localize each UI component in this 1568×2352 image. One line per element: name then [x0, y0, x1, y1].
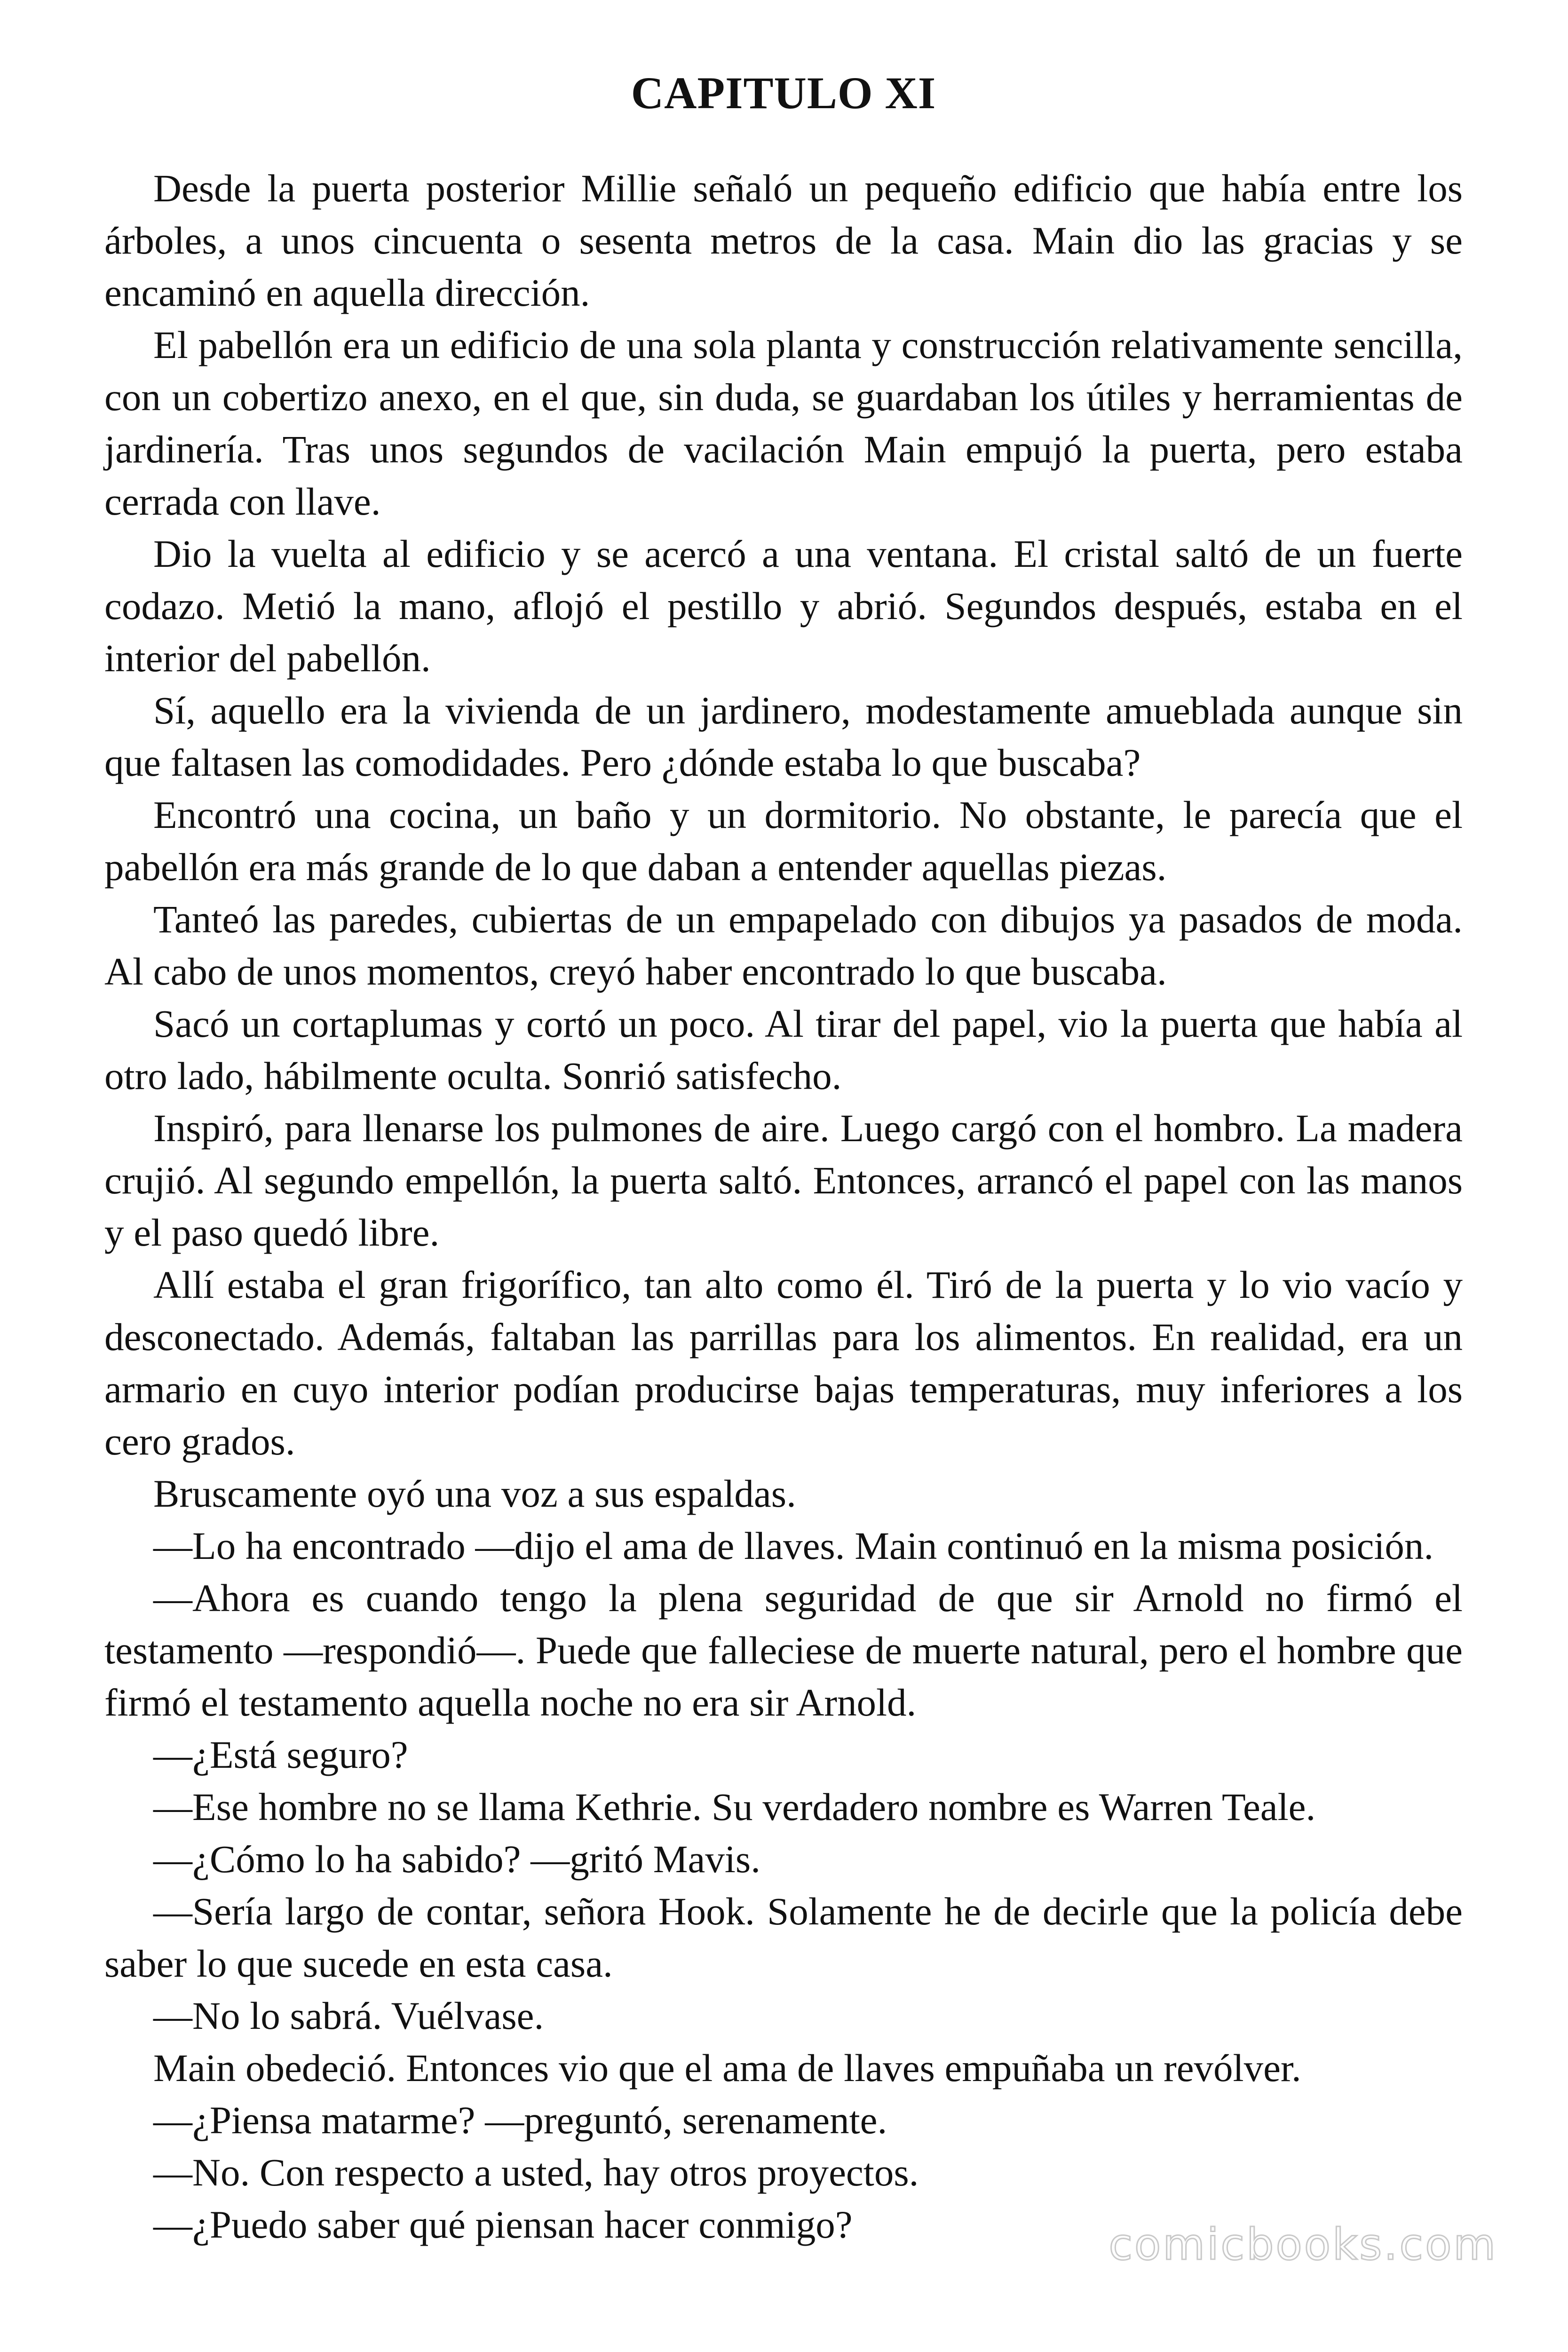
paragraph: Sí, aquello era la vivienda de un jardinero, modestamente amueblada aunque sin que faltasen las comodidades. Pero ¿dónde estaba lo que buscaba? [104, 689, 1463, 785]
paragraph: —¿Está seguro? [153, 1733, 408, 1777]
paragraph: —¿Puedo saber qué piensan hacer conmigo? [153, 2203, 853, 2247]
paragraph: —Sería largo de contar, señora Hook. Solamente he de decirle que la policía debe saber lo que sucede en esta casa. [104, 1890, 1463, 1986]
paragraph: El pabellón era un edificio de una sola planta y construcción relativamente sencilla, con un cobertizo anexo, en el que, sin duda, se guardaban los útiles y herramientas de jardinería. Tras unos segundos de vacilación Main empujó la puerta, pero estaba cerrada con llave. [104, 323, 1463, 524]
book-page [104, 66, 1463, 2251]
paragraph: Bruscamente oyó una voz a sus espaldas. [153, 1472, 796, 1516]
paragraph: —No lo sabrá. Vuélvase. [153, 1994, 544, 2038]
site-watermark: comicbooks.com [1109, 2219, 1497, 2270]
paragraph: —Ese hombre no se llama Kethrie. Su verdadero nombre es Warren Teale. [153, 1785, 1316, 1829]
paragraph: Desde la puerta posterior Millie señaló un pequeño edificio que había entre los árboles, a unos cincuenta o sesenta metros de la casa. Main dio las gracias y se encaminó en aquella dirección. [104, 167, 1463, 315]
paragraph: —No. Con respecto a usted, hay otros proyectos. [153, 2151, 919, 2194]
paragraph: Main obedeció. Entonces vio que el ama de llaves empuñaba un revólver. [153, 2046, 1301, 2090]
paragraph: Dio la vuelta al edificio y se acercó a una ventana. El cristal saltó de un fuerte codazo. Metió la mano, aflojó el pestillo y abrió. Segundos después, estaba en el interior del pabellón. [104, 532, 1463, 680]
paragraph: —Lo ha encontrado —dijo el ama de llaves. Main continuó en la misma posición. [153, 1524, 1434, 1568]
paragraph: —¿Piensa matarme? —preguntó, serenamente. [153, 2098, 887, 2142]
paragraph: —Ahora es cuando tengo la plena seguridad de que sir Arnold no firmó el testamento —respondió—. Puede que falleciese de muerte natural, pero el hombre que firmó el testamento aquella noche no era sir Arnold. [104, 1576, 1463, 1724]
paragraph: —¿Cómo lo ha sabido? —gritó Mavis. [153, 1837, 760, 1881]
chapter-title: CAPITULO XI [631, 68, 936, 118]
paragraph: Tanteó las paredes, cubiertas de un empapelado con dibujos ya pasados de moda. Al cabo de unos momentos, creyó haber encontrado lo que buscaba. [104, 898, 1463, 993]
paragraph: Allí estaba el gran frigorífico, tan alto como él. Tiró de la puerta y lo vio vacío y desconectado. Además, faltaban las parrillas para los alimentos. En realidad, era un armario en cuyo interior podían producirse bajas temperaturas, muy inferiores a los cero grados. [104, 1263, 1463, 1463]
chapter-body [104, 162, 1463, 2251]
paragraph: Inspiró, para llenarse los pulmones de aire. Luego cargó con el hombro. La madera crujió. Al segundo empellón, la puerta saltó. Entonces, arrancó el papel con las manos y el paso quedó libre. [104, 1106, 1463, 1255]
paragraph: Encontró una cocina, un baño y un dormitorio. No obstante, le parecía que el pabellón era más grande de lo que daban a entender aquellas piezas. [104, 793, 1463, 889]
paragraph: Sacó un cortaplumas y cortó un poco. Al tirar del papel, vio la puerta que había al otro lado, hábilmente oculta. Sonrió satisfecho. [104, 1002, 1463, 1098]
